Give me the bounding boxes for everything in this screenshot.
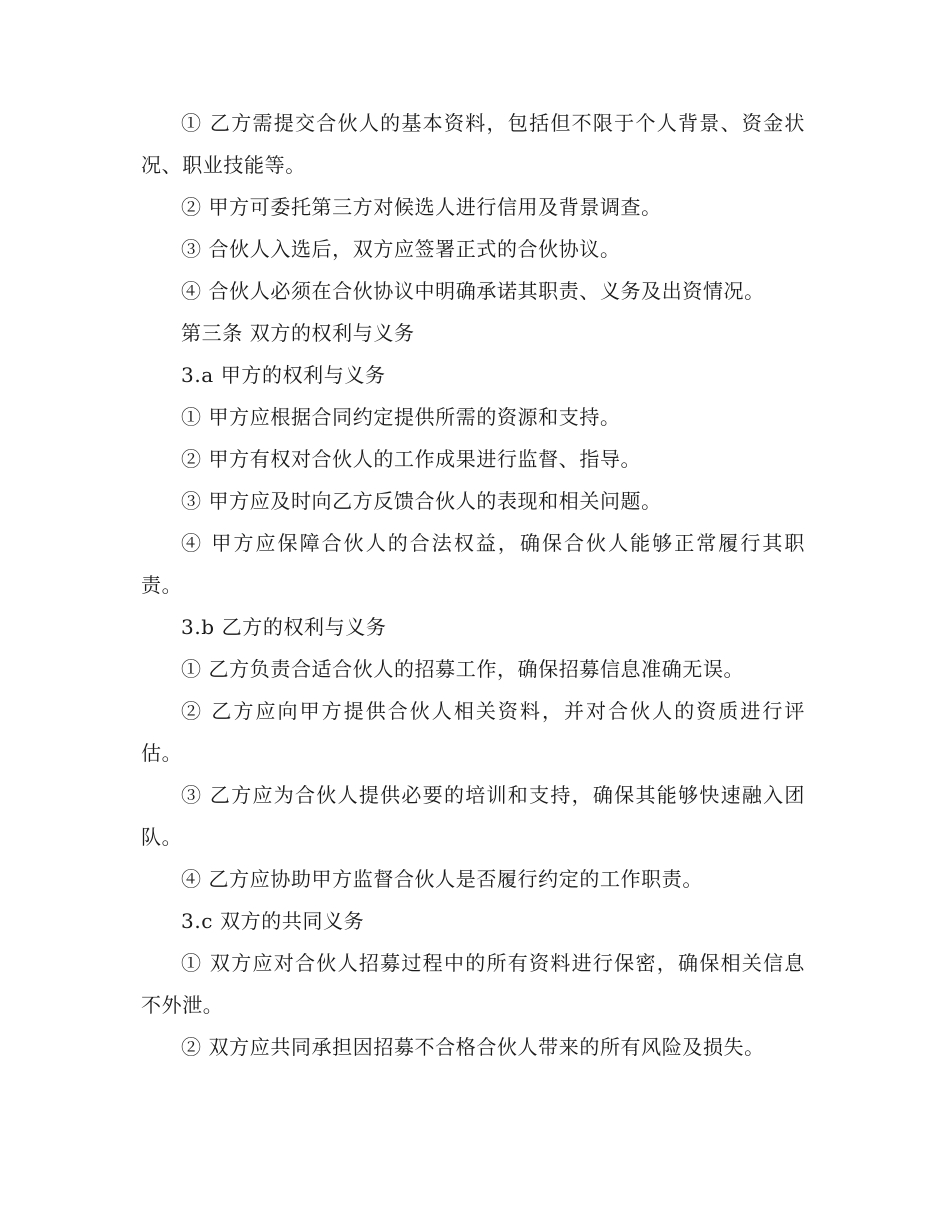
section-heading-3c: 3.c 双方的共同义务 [181,909,365,933]
clause-3a-item-4: ④ 甲方应保障合伙人的合法权益，确保合伙人能够正常履行其职责。 [141,531,805,597]
clause-item-2: ② 甲方可委托第三方对候选人进行信用及背景调查。 [181,195,662,219]
clause-3a-item-1: ① 甲方应根据合同约定提供所需的资源和支持。 [181,405,621,429]
clause-item-4: ④ 合伙人必须在合伙协议中明确承诺其职责、义务及出资情况。 [181,279,765,303]
clause-3b-item-3: ③ 乙方应为合伙人提供必要的培训和支持，确保其能够快速融入团队。 [141,783,805,849]
section-heading-3a: 3.a 甲方的权利与义务 [181,363,386,387]
document-page [141,102,805,1068]
clause-3c-item-2: ② 双方应共同承担因招募不合格合伙人带来的所有风险及损失。 [181,1035,765,1059]
clause-3a-item-2: ② 甲方有权对合伙人的工作成果进行监督、指导。 [181,447,642,471]
article-heading: 第三条 双方的权利与义务 [181,321,415,345]
clause-3a-item-3: ③ 甲方应及时向乙方反馈合伙人的表现和相关问题。 [181,489,662,513]
clause-item-3: ③ 合伙人入选后，双方应签署正式的合伙协议。 [181,237,621,261]
clause-item-1: ① 乙方需提交合伙人的基本资料，包括但不限于个人背景、资金状况、职业技能等。 [141,111,805,177]
clause-3c-item-1: ① 双方应对合伙人招募过程中的所有资料进行保密，确保相关信息不外泄。 [141,951,805,1017]
clause-3b-item-4: ④ 乙方应协助甲方监督合伙人是否履行约定的工作职责。 [181,867,703,891]
clause-3b-item-1: ① 乙方负责合适合伙人的招募工作，确保招募信息准确无误。 [181,657,745,681]
clause-3b-item-2: ② 乙方应向甲方提供合伙人相关资料，并对合伙人的资质进行评估。 [141,699,805,765]
section-heading-3b: 3.b 乙方的权利与义务 [181,615,387,639]
